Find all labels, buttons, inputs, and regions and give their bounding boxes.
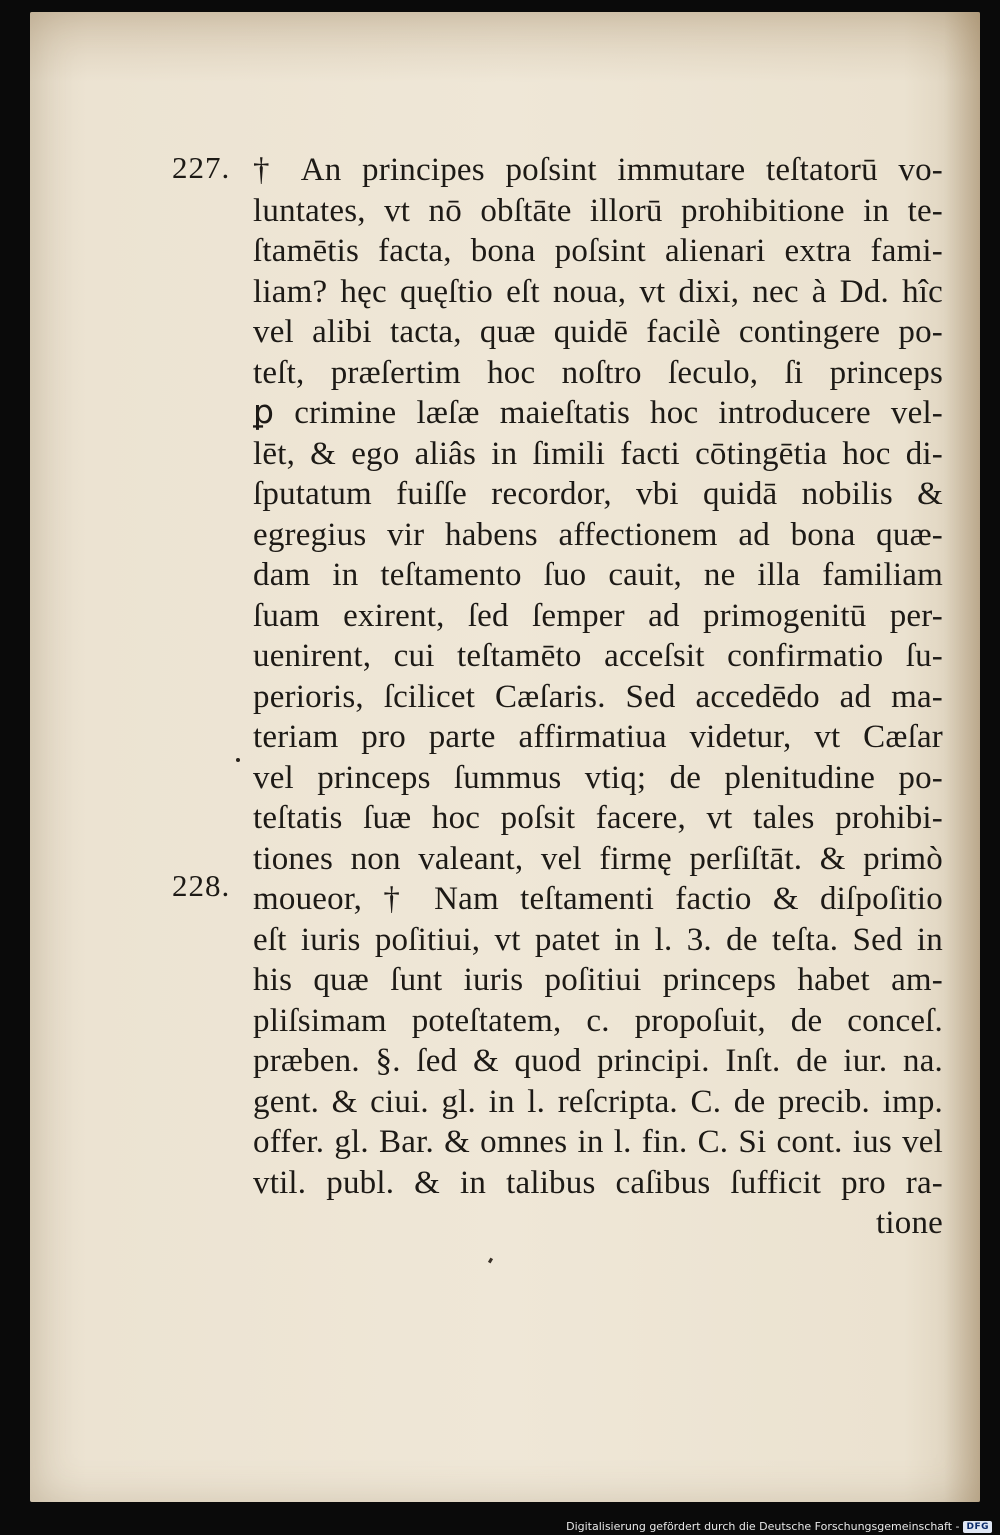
text-line: vtil. publ. & in talibus caſibus ſufficit pro ra- [253, 1164, 943, 1201]
text-line: tiones non valeant, vel firmę perſiſtāt. & primò [253, 840, 943, 877]
margin-number-227: 227. [172, 150, 231, 185]
credit-text: Digitalisierung gefördert durch die Deutsche Forschungsgemeinschaft - [566, 1520, 960, 1533]
text-line: teſt, præſertim hoc noſtro ſeculo, ſi princeps [253, 354, 943, 391]
text-line: vel alibi tacta, quæ quidē facilè contingere po- [253, 314, 943, 350]
text-line: gent. & ciui. gl. in l. reſcripta. C. de precib. imp. [253, 1083, 943, 1120]
text-line: moueor, † Nam teſtamenti factio & diſpoſitio [253, 881, 943, 917]
text-line: egregius vir habens affectionem ad bona quæ- [253, 516, 943, 553]
text-line: liam? hęc quęſtio eſt noua, vt dixi, nec à Dd. hîc [253, 273, 943, 310]
text-line: ꝑ crimine læſæ maieſtatis hoc introducere vel- [253, 395, 943, 431]
text-line: vel princeps ſummus vtiq; de plenitudine po- [253, 759, 943, 796]
text-line: pliſsimam poteſtatem, c. propoſuit, de conceſ. [253, 1002, 943, 1039]
text-line-catchword: tione [876, 1205, 943, 1241]
margin-dot [236, 758, 240, 762]
text-line: ſtamētis facta, bona poſsint alienari extra fami- [253, 233, 943, 269]
text-line: offer. gl. Bar. & omnes in l. fin. C. Si cont. ius vel [253, 1124, 943, 1160]
text-line: dam in teſtamento ſuo cauit, ne illa familiam [253, 557, 943, 593]
text-line: † An principes poſsint immutare teſtatorū vo- [253, 152, 943, 188]
text-line: uenirent, cui teſtamēto acceſsit confirmatio ſu- [253, 638, 943, 674]
text-line: lēt, & ego aliâs in ſimili facti cōtingētia hoc di- [253, 435, 943, 472]
text-line: luntates, vt nō obſtāte illorū prohibitione in te- [253, 192, 943, 229]
dfg-logo-icon: DFG [963, 1521, 992, 1533]
text-line: perioris, ſcilicet Cæſaris. Sed accedēdo ad ma- [253, 678, 943, 715]
margin-number-228: 228. [172, 868, 231, 903]
text-line: ſputatum fuiſſe recordor, vbi quidā nobilis & [253, 476, 943, 512]
digitization-credit [566, 1520, 992, 1533]
text-line: ſuam exirent, ſed ſemper ad primogenitū per- [253, 597, 943, 634]
body-text [253, 150, 943, 1244]
text-line: his quæ ſunt iuris poſitiui princeps habet am- [253, 962, 943, 998]
text-line: teſtatis ſuæ hoc poſsit facere, vt tales prohibi- [253, 800, 943, 836]
text-line: teriam pro parte affirmatiua videtur, vt Cæſar [253, 719, 943, 755]
text-line: eſt iuris poſitiui, vt patet in l. 3. de teſta. Sed in [253, 921, 943, 958]
text-line: præben. §. ſed & quod principi. Inſt. de iur. na. [253, 1043, 943, 1079]
